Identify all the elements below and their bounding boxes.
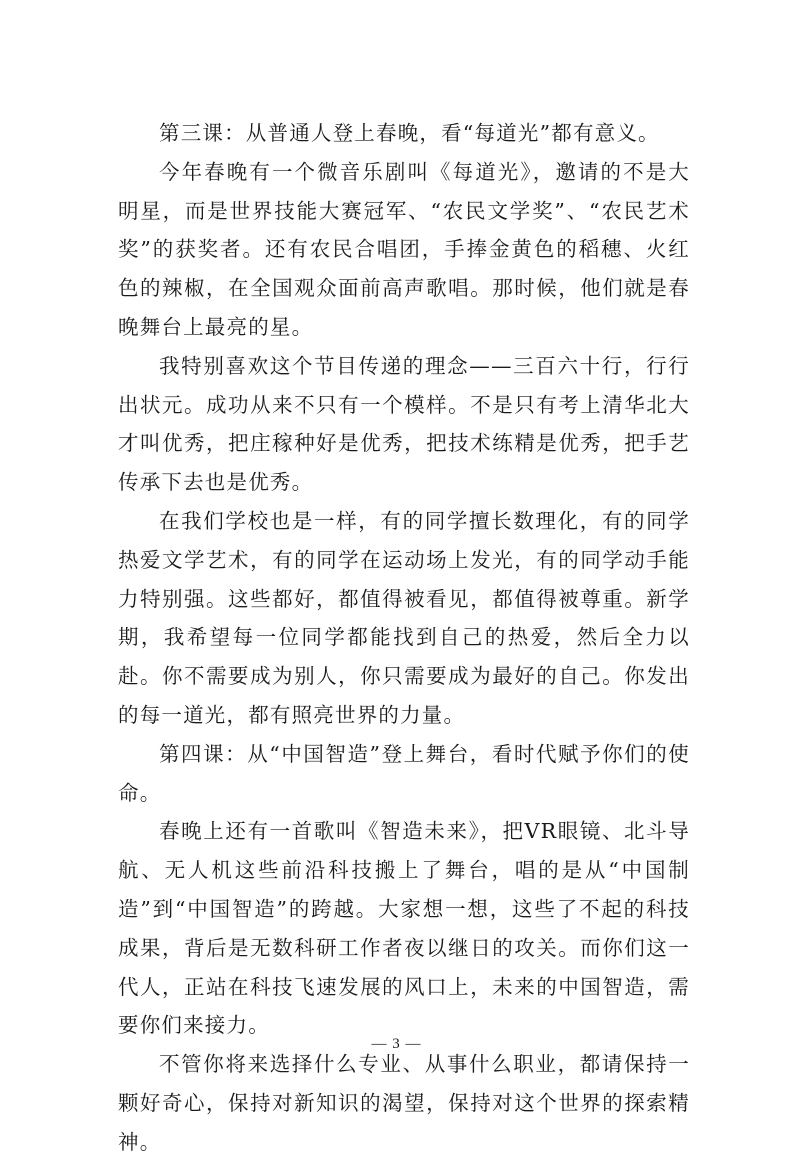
paragraph-every-trade-champion: 我特别喜欢这个节目传递的理念——三百六十行，行行出状元。成功从来不只有一个模样。不是只有考上清华北大才叫优秀，把庄稼种好是优秀，把技术练精是优秀，把手艺传承下去也是优秀。	[118, 353, 690, 495]
paragraph-intelligent-manufacturing: 春晚上还有一首歌叫《智造未来》，把VR眼镜、北斗导航、无人机这些前沿科技搬上了舞台，唱的是从“中国制造”到“中国智造”的跨越。大家想一想，这些了不起的科技成果，背后是无数科研工作者夜以继日的攻关。而你们这一代人，正站在科技飞速发展的风口上，未来的中国智造，需要你们来接力。	[118, 819, 690, 1038]
document-body	[118, 114, 690, 1162]
page-number: — 3 —	[371, 1036, 422, 1052]
paragraph-every-light-show: 今年春晚有一个微音乐剧叫《每道光》，邀请的不是大明星，而是世界技能大赛冠军、“农民文学奖”、“农民艺术奖”的获奖者。还有农民合唱团，手捧金黄色的稻穗、火红色的辣椒，在全国观众面前高声歌唱。那时候，他们就是春晚舞台上最亮的星。	[118, 159, 690, 339]
lesson-three-heading: 第三课：从普通人登上春晚，看“每道光”都有意义。	[159, 121, 660, 145]
paragraph-school-talents: 在我们学校也是一样，有的同学擅长数理化，有的同学热爱文学艺术，有的同学在运动场上发光，有的同学动手能力特别强。这些都好，都值得被看见，都值得被尊重。新学期，我希望每一位同学都能找到自己的热爱，然后全力以赴。你不需要成为别人，你只需要成为最好的自己。你发出的每一道光，都有照亮世界的力量。	[118, 508, 690, 727]
lesson-four-heading: 第四课：从“中国智造”登上舞台，看时代赋予你们的使命。	[118, 741, 690, 805]
paragraph-stay-curious: 不管你将来选择什么专业、从事什么职业，都请保持一颗好奇心，保持对新知识的渴望，保持对这个世界的探索精神。	[118, 1052, 690, 1154]
